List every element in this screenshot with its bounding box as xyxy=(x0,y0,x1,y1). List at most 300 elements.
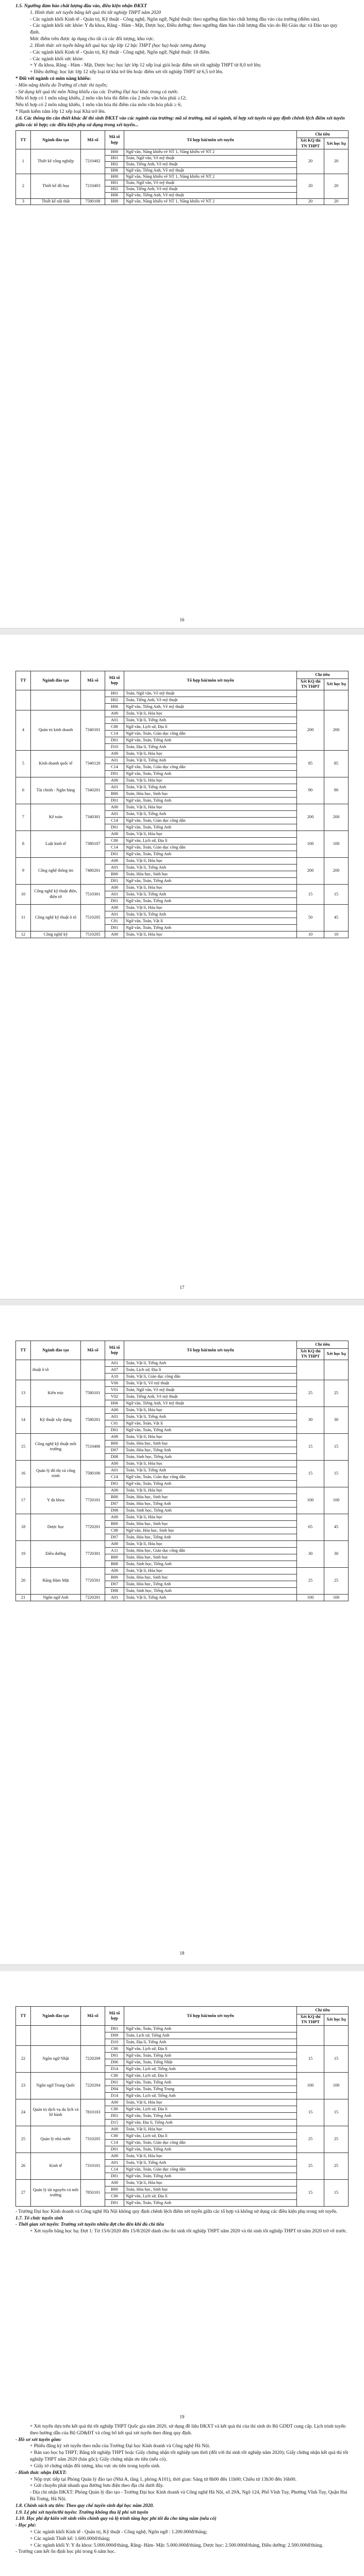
cell-ma-to-hop: A01 xyxy=(105,784,124,790)
cell-xet-hb: 25 xyxy=(324,1567,349,1594)
cell-to-hop: Toán, Địa lí, Tiếng Anh xyxy=(124,743,297,750)
cell-xet-kq: 100 xyxy=(297,831,324,857)
cell-ma-to-hop: D01 xyxy=(105,824,124,831)
cell-to-hop: Toán, Hóa học, Giáo dục công dân xyxy=(124,1547,297,1554)
cell-to-hop: Ngữ văn, Năng khiếu vẽ NT 1, Năng khiếu vẽ NT 2 xyxy=(124,174,297,180)
cell-xet-hb: 15 xyxy=(324,1460,349,1487)
cell-xet-kq: 15 xyxy=(297,1460,324,1487)
text-line: - Hình thức nhận ĐKXT: xyxy=(15,2470,67,2476)
text-line: - Học phí: xyxy=(15,2523,37,2529)
cell-to-hop: Ngữ văn, Toán, Vật lí xyxy=(124,1420,297,1427)
cell-to-hop: Toán, Hóa học, Sinh học xyxy=(124,871,297,877)
cell-ma-so: 7210403 xyxy=(81,174,105,199)
cell-ma-to-hop: A01 xyxy=(105,757,124,764)
col-header-chi-tieu: Chỉ tiêu xyxy=(297,671,349,679)
cell-to-hop: Ngữ văn, Toán, Tiếng Trung xyxy=(124,2086,297,2092)
cell-xet-hb: 85 xyxy=(324,750,349,777)
cell-to-hop: Toán, Hóa học, Tiếng Anh xyxy=(124,1500,297,1507)
cell-tt: 7 xyxy=(16,804,31,831)
table-row xyxy=(16,199,349,205)
table-row xyxy=(16,1433,349,1440)
cell-tt xyxy=(16,690,31,710)
col-header-ma-to-hop: Mã tổ hợp xyxy=(105,131,124,149)
cell-ma-to-hop: C00 xyxy=(105,723,124,730)
cell-to-hop: Toán, Vật lí, Hóa học xyxy=(124,1514,297,1520)
cell-xet-hb: 15 xyxy=(324,2045,349,2072)
cell-ma-so: 7580106 xyxy=(81,1460,105,1487)
cell-xet-kq: 20 xyxy=(297,149,324,174)
cell-xet-kq: 15 xyxy=(297,1433,324,1460)
cell-to-hop: Toán, Vật lí, Hóa học xyxy=(124,2179,297,2186)
cell-tt: 17 xyxy=(16,1487,31,1514)
cell-xet-kq: 65 xyxy=(297,1514,324,1540)
cell-to-hop: Toán, Tiếng Anh, Vẽ mỹ thuật xyxy=(124,187,297,193)
cell-nganh: Răng Hàm Mặt xyxy=(31,1567,81,1594)
cell-ma-to-hop: A01 xyxy=(105,1360,124,1366)
cell-ma-to-hop: D01 xyxy=(105,2112,124,2119)
cell-xet-kq: 25 xyxy=(297,2153,324,2179)
cell-ma-to-hop: D07 xyxy=(105,1447,124,1453)
cell-tt xyxy=(16,2025,31,2045)
cell-to-hop: Ngữ văn, Toán, Tiếng Anh xyxy=(124,1427,297,1433)
text-line: + Các ngành khối Kinh tế - Quản trị, Kỹ thuật - Công nghệ, Ngôn ngữ : 1.200.000đ/tháng; xyxy=(30,2530,207,2535)
cell-xet-hb: 30 xyxy=(324,1540,349,1567)
table-row xyxy=(16,2099,349,2106)
col-header-tt: TT xyxy=(16,1341,31,1360)
cell-nganh: Quản lý tài nguyên và môi trường xyxy=(31,2179,81,2206)
table-row xyxy=(16,2045,349,2052)
cell-xet-kq: 10 xyxy=(297,931,324,938)
cell-nganh: Kinh doanh quốc tế xyxy=(31,750,81,777)
cell-to-hop: Ngữ văn, Tiếng Anh, Vẽ mỹ thuật xyxy=(124,1400,297,1406)
cell-ma-to-hop: H06 xyxy=(105,168,124,174)
text-line: + Phiếu đăng ký xét tuyển theo mẫu của Trường Đại học Kinh doanh và Công nghệ Hà Nội. xyxy=(30,2444,210,2449)
cell-ma-so: 7220209 xyxy=(81,2045,105,2072)
cell-tt: 20 xyxy=(16,1567,31,1594)
cell-to-hop: Ngữ văn, Lịch sử, Tiếng Anh xyxy=(124,2092,297,2099)
cell-xet-hb: 25 xyxy=(324,2126,349,2153)
cell-nganh: Quản trị kinh doanh xyxy=(31,710,81,750)
cell-xet-kq: 200 xyxy=(297,857,324,884)
cell-to-hop: Ngữ văn, Lịch sử, Địa lí xyxy=(124,2132,297,2139)
cell-ma-to-hop: H01 xyxy=(105,156,124,162)
cell-xet-hb xyxy=(324,1360,349,1380)
cell-nganh: Thiết kế nội thất xyxy=(31,199,81,205)
col-header-xet-kq: Xét KQ thi TN THPT xyxy=(297,1349,324,1360)
text-line: + Xét tuyển bằng học bạ: Đợt 1: Từ 15/6/2020 đến 15/8/2020 dành cho thí sinh tốt nghiệp THPT năm 2020 và thí sinh tốt nghiệp THPT từ năm 2020 trở về trước. xyxy=(30,2229,348,2234)
text-line: - Môn năng khiếu do Trường tổ chức thi tuyển; xyxy=(15,82,108,88)
cell-to-hop: Ngữ văn, Toán, Tiếng Anh xyxy=(124,851,297,857)
cell-ma-to-hop: H06 xyxy=(105,1400,124,1406)
cell-ma-so: 7850101 xyxy=(81,2179,105,2206)
cell-ma-to-hop: H06 xyxy=(105,193,124,199)
cell-to-hop: Toán, Hóa học, Sinh học xyxy=(124,1554,297,1561)
table-row xyxy=(16,1567,349,1574)
table-row xyxy=(16,2126,349,2132)
col-header-xet-kq: Xét KQ thi TN THPT xyxy=(297,679,324,690)
cell-nganh xyxy=(31,690,81,710)
cell-xet-kq: 200 xyxy=(297,804,324,831)
cell-xet-kq: 25 xyxy=(297,1380,324,1406)
document-page-1 xyxy=(0,0,364,629)
cell-ma-to-hop: A00 xyxy=(105,904,124,911)
cell-to-hop: Toán, Địa lí, Tiếng Anh xyxy=(124,2039,297,2045)
page-4-text xyxy=(15,2209,349,2235)
cell-tt: 12 xyxy=(16,931,31,938)
cell-ma-to-hop: D01 xyxy=(105,2052,124,2059)
text-line: 2. Hình thức xét tuyển bằng kết quả học tập lớp 12 bậc THPT (học bạ) hoặc tương đương xyxy=(30,43,206,48)
cell-ma-so: 7580201 xyxy=(81,1406,105,1433)
cell-ma-to-hop: D07 xyxy=(105,1500,124,1507)
page-number: 17 xyxy=(179,1285,185,1290)
cell-xet-kq xyxy=(297,690,324,710)
cell-xet-hb: 100 xyxy=(324,2072,349,2099)
cell-xet-kq: 50 xyxy=(297,904,324,931)
cell-to-hop: Toán, Vật lí, Tiếng Anh xyxy=(124,911,297,918)
cell-tt: 8 xyxy=(16,831,31,857)
cell-to-hop: Toán, Tiếng Anh, Vẽ mỹ thuật xyxy=(124,1393,297,1400)
table-row xyxy=(16,777,349,784)
cell-to-hop: Ngữ văn, Toán, Giáo dục công dân xyxy=(124,764,297,770)
cell-ma-to-hop: D01 xyxy=(105,1427,124,1433)
col-header-nganh: Ngành đào tạo xyxy=(31,671,81,690)
cell-ma-so: 7480201 xyxy=(81,857,105,884)
cell-to-hop: Toán, Vật lí, Tiếng Anh xyxy=(124,2159,297,2166)
col-header-xet-kq: Xét KQ thi TN THPT xyxy=(297,2014,324,2026)
col-header-to-hop: Tổ hợp bài/môn xét tuyển xyxy=(124,131,297,149)
cell-tt: 19 xyxy=(16,1540,31,1567)
cell-ma-to-hop: C08 xyxy=(105,1527,124,1534)
cell-ma-so: 7340120 xyxy=(81,750,105,777)
cell-to-hop: Toán, Vật lí, Hóa học xyxy=(124,1487,297,1494)
cell-to-hop: Ngữ văn, Toán, Giáo dục công dân xyxy=(124,844,297,851)
cell-nganh: Công nghệ kỹ thuật ô tô xyxy=(31,904,81,931)
cell-ma-to-hop: D14 xyxy=(105,2092,124,2099)
cell-ma-to-hop: D01 xyxy=(105,2173,124,2179)
col-header-ma-to-hop: Mã tổ hợp xyxy=(105,671,124,690)
col-header-chi-tieu: Chỉ tiêu xyxy=(297,2007,349,2014)
col-header-to-hop: Tổ hợp bài/môn xét tuyển xyxy=(124,1341,297,1360)
cell-to-hop: Toán, Hóa học, Tiếng Anh xyxy=(124,1581,297,1587)
cell-nganh: Ngôn ngữ Nhật xyxy=(31,2045,81,2072)
cell-to-hop: Toán, Vật lí, Hóa học xyxy=(124,904,297,911)
cell-ma-so: 7310205 xyxy=(81,2126,105,2153)
document-page-4 xyxy=(0,1971,364,2576)
cell-to-hop: Ngữ văn, Lịch sử, Địa lí xyxy=(124,723,297,730)
table-row xyxy=(16,1380,349,1386)
cell-to-hop: Toán, Vật lí, Hóa học xyxy=(124,2126,297,2132)
cell-tt: 6 xyxy=(16,777,31,804)
cell-nganh: Kế toán xyxy=(31,804,81,831)
cell-to-hop: Ngữ văn, Toán, Tiếng Anh xyxy=(124,2173,297,2179)
cell-to-hop: Ngữ văn, Toán, Tiếng Anh xyxy=(124,2146,297,2153)
cell-to-hop: Toán, Vật lí, Tiếng Anh xyxy=(124,784,297,790)
text-line: - Các ngành khối sức khỏe: Y đa khoa, Răng - Hàm - Mặt, Dược học, Điều dưỡng: theo ngưỡng đảm bảo chất lượng đầu vào do Bộ Giáo dục và Đào tạo quy định. xyxy=(30,23,338,36)
cell-to-hop: Toán, Vật lí, Giáo dục công dân xyxy=(124,1373,297,1380)
cell-to-hop: Toán, Vật lí, Tiếng Anh xyxy=(124,1360,297,1366)
text-line: - Trường Đại học Kinh doanh và Công nghệ Hà Nội không quy định chênh lệch điểm xét tuyển giữa các tổ hợp và không sử dụng các điều kiện phụ trong xét tuyển. xyxy=(15,2209,338,2214)
table-row xyxy=(16,1487,349,1494)
cell-to-hop: Toán, Vật lí, Hóa học xyxy=(124,2099,297,2106)
cell-nganh: Công nghệ kỹ thuật môi trường xyxy=(31,1433,81,1460)
cell-ma-to-hop: H00 xyxy=(105,199,124,205)
cell-ma-to-hop: C00 xyxy=(105,2193,124,2199)
cell-ma-to-hop: C00 xyxy=(105,2072,124,2079)
cell-to-hop: Toán, Hóa học, Sinh học xyxy=(124,1440,297,1447)
cell-ma-to-hop: D10 xyxy=(105,743,124,750)
cell-ma-to-hop: H01 xyxy=(105,180,124,187)
cell-to-hop: Toán, Sinh học, Tiếng Anh xyxy=(124,1453,297,1460)
text-line: + Bản sao học bạ THPT; Bằng tốt nghiệp THPT hoặc Giấy chứng nhận tốt nghiệp tạm thời (đối với thí sinh tốt nghiệp năm 2020); Giấy chứng nhận kết quả thi tốt nghiệp THPT năm 2020 (bản gốc); Giấy chứng nhận ưu tiên (nếu có). xyxy=(30,2450,349,2463)
cell-to-hop: Ngữ văn, Toán, Tiếng Anh xyxy=(124,2025,297,2032)
cell-ma-to-hop: H00 xyxy=(105,174,124,180)
table-row xyxy=(16,904,349,911)
cell-to-hop: Ngữ văn, Lịch sử, Địa lí xyxy=(124,2106,297,2112)
page-1-text xyxy=(15,0,349,128)
cell-to-hop: Ngữ văn, Toán, Tiếng Anh xyxy=(124,2079,297,2086)
cell-xet-hb: 20 xyxy=(324,149,349,174)
col-header-tt: TT xyxy=(16,671,31,690)
table-row xyxy=(16,2072,349,2079)
cell-nganh: Ngôn ngữ Anh xyxy=(31,1594,81,1601)
cell-to-hop: Ngữ văn, Toán, Tiếng Anh xyxy=(124,824,297,831)
cell-ma-to-hop: D01 xyxy=(105,2079,124,2086)
text-line: - Các ngành khối Kinh tế - Quản trị, Kỹ thuật - Công nghệ, Ngôn ngữ, Nghệ thuật: theo ngưỡng đảm bảo chất lượng đầu vào của trường (điểm sàn). xyxy=(30,16,321,22)
cell-to-hop: Ngữ văn, Năng khiếu vẽ NT 1, Năng khiếu vẽ NT 2 xyxy=(124,199,297,205)
text-line: 1.7. Tổ chức tuyển sinh xyxy=(15,2215,63,2221)
cell-ma-to-hop: C14 xyxy=(105,844,124,851)
text-line: Mức điểm trên được áp dụng cho tất cả các đối tượng, khu vực. xyxy=(30,37,155,42)
cell-ma-to-hop: A00 xyxy=(105,1540,124,1547)
col-header-chi-tieu: Chỉ tiêu xyxy=(297,1341,349,1349)
cell-ma-to-hop: H02 xyxy=(105,697,124,703)
cell-ma-to-hop: H01 xyxy=(105,690,124,697)
cell-to-hop: Toán, Hóa học, Tiếng Anh xyxy=(124,1447,297,1453)
table-row xyxy=(16,2179,349,2186)
cell-ma-to-hop: D08 xyxy=(105,1507,124,1514)
table-row xyxy=(16,804,349,810)
cell-nganh: Dược học xyxy=(31,1514,81,1540)
cell-to-hop: Toán, Vật lí, Hóa học xyxy=(124,1540,297,1547)
table-row xyxy=(16,931,349,938)
cell-ma-to-hop: B08 xyxy=(105,1561,124,1567)
cell-to-hop: Toán, Hóa học, Sinh học xyxy=(124,2186,297,2193)
cell-ma-so xyxy=(81,2025,105,2045)
cell-ma-to-hop: A00 xyxy=(105,1514,124,1520)
cell-to-hop: Ngữ văn, Lịch sử, Địa lí xyxy=(124,2072,297,2079)
cell-nganh: Quản trị dịch vụ du lịch và lữ hành xyxy=(31,2099,81,2126)
cell-ma-so: 7340301 xyxy=(81,804,105,831)
cell-ma-to-hop: A00 xyxy=(105,750,124,757)
cell-tt: 15 xyxy=(16,1433,31,1460)
page-number: 19 xyxy=(179,2414,185,2419)
cell-to-hop: Ngữ văn, Toán, Giáo dục công dân xyxy=(124,817,297,824)
cell-to-hop: Toán, Ngữ văn, Vẽ mỹ thuật xyxy=(124,690,297,697)
cell-xet-kq: 25 xyxy=(297,1567,324,1594)
cell-ma-to-hop: A00 xyxy=(105,1487,124,1494)
table-row xyxy=(16,1406,349,1413)
cell-to-hop: Toán, Lịch sử, Địa lí xyxy=(124,1366,297,1373)
page-1-table xyxy=(15,130,349,205)
cell-nganh: Kỹ thuật xây dựng xyxy=(31,1406,81,1433)
cell-xet-kq: 15 xyxy=(297,2099,324,2126)
cell-ma-to-hop: D04 xyxy=(105,2086,124,2092)
cell-xet-hb: 25 xyxy=(324,2153,349,2179)
cell-ma-to-hop: A00 xyxy=(105,710,124,717)
cell-to-hop: Toán, Vật lí, Tiếng Anh xyxy=(124,810,297,817)
cell-tt: 5 xyxy=(16,750,31,777)
table-row xyxy=(16,2025,349,2032)
cell-to-hop: Ngữ văn, Toán, Tiếng Anh xyxy=(124,897,297,904)
text-line: + Các ngành Thiết kế: 1.600.000đ/tháng; xyxy=(30,2536,110,2541)
table-row xyxy=(16,750,349,757)
cell-to-hop: Toán, Vật lí, Hóa học xyxy=(124,857,297,864)
cell-ma-to-hop: A00 xyxy=(105,884,124,891)
cell-to-hop: Ngữ văn, Địa lí, Tiếng Anh xyxy=(124,2119,297,2126)
cell-ma-to-hop: A01 xyxy=(105,1467,124,1473)
col-header-xet-hb: Xét học bạ xyxy=(324,1349,349,1360)
cell-ma-to-hop: D01 xyxy=(105,2199,124,2206)
cell-ma-so: 7220201 xyxy=(81,1594,105,1601)
cell-to-hop: Ngữ văn, Toán, Tiếng Anh xyxy=(124,924,297,931)
cell-xet-kq: 20 xyxy=(297,174,324,199)
col-header-ma-so: Mã số xyxy=(81,131,105,149)
cell-xet-hb: 30 xyxy=(324,1406,349,1433)
cell-ma-to-hop: D08 xyxy=(105,1587,124,1594)
admission-table xyxy=(15,130,349,205)
document-page-2 xyxy=(0,635,364,1299)
cell-ma-to-hop: A01 xyxy=(105,2159,124,2166)
cell-to-hop: Toán, Hóa học, Sinh học xyxy=(124,1494,297,1500)
cell-ma-to-hop: A00 xyxy=(105,2153,124,2159)
cell-to-hop: Toán, Hóa học, Tiếng Anh xyxy=(124,1534,297,1540)
cell-to-hop: Toán, Sinh học, Tiếng Anh xyxy=(124,1587,297,1594)
cell-ma-to-hop: C01 xyxy=(105,1420,124,1427)
cell-ma-so: 7220204 xyxy=(81,2072,105,2099)
cell-ma-so: 7720201 xyxy=(81,1514,105,1540)
cell-ma-so: 7580101 xyxy=(81,1380,105,1406)
cell-tt: 26 xyxy=(16,2153,31,2179)
cell-to-hop: Toán, Vật lí, Hóa học xyxy=(124,931,297,938)
cell-ma-to-hop: C00 xyxy=(105,2132,124,2139)
cell-ma-to-hop: H02 xyxy=(105,187,124,193)
cell-nganh: Công nghệ kỹ xyxy=(31,931,81,938)
cell-to-hop: Toán, Tiếng Anh, Vẽ mỹ thuật xyxy=(124,697,297,703)
cell-xet-hb: 200 xyxy=(324,857,349,884)
cell-nganh: Y đa khoa xyxy=(31,1487,81,1514)
cell-ma-so: 7340101 xyxy=(81,710,105,750)
cell-nganh: Kinh tế xyxy=(31,2153,81,2179)
cell-to-hop: Ngữ văn, Hóa học, Sinh học xyxy=(124,1527,297,1534)
cell-tt: 22 xyxy=(16,2045,31,2072)
cell-xet-hb: 100 xyxy=(324,1487,349,1514)
cell-tt: 18 xyxy=(16,1514,31,1540)
admission-table xyxy=(15,671,349,938)
cell-nganh xyxy=(31,2025,81,2045)
col-header-xet-hb: Xét học bạ xyxy=(324,679,349,690)
cell-ma-to-hop: C01 xyxy=(105,918,124,924)
col-header-nganh: Ngành đào tạo xyxy=(31,1341,81,1360)
cell-xet-kq: 15 xyxy=(297,2045,324,2072)
cell-ma-to-hop: A00 xyxy=(105,857,124,864)
document-page-3 xyxy=(0,1306,364,1965)
cell-tt: 23 xyxy=(16,2072,31,2099)
cell-ma-to-hop: A01 xyxy=(105,717,124,723)
cell-to-hop: Ngữ văn, Lịch sử, Địa lí xyxy=(124,837,297,844)
cell-to-hop: Toán, Sinh học, Tiếng Anh xyxy=(124,1507,297,1514)
cell-to-hop: Toán, Hóa học, Sinh học xyxy=(124,1574,297,1581)
cell-to-hop: Toán, Vật lí, Hóa học xyxy=(124,1567,297,1574)
cell-ma-to-hop: D01 xyxy=(105,924,124,931)
cell-to-hop: Ngữ văn, Lịch sử, Địa lí xyxy=(124,2045,297,2052)
col-header-ma-to-hop: Mã tổ hợp xyxy=(105,2007,124,2026)
table-row xyxy=(16,884,349,891)
cell-ma-to-hop: A01 xyxy=(105,891,124,897)
cell-ma-to-hop: D01 xyxy=(105,851,124,857)
cell-ma-so: 7510205 xyxy=(81,904,105,931)
table-row xyxy=(16,857,349,864)
col-header-ma-to-hop: Mã tổ hợp xyxy=(105,1341,124,1360)
cell-to-hop: Ngữ văn, Toán, Tiếng Anh xyxy=(124,770,297,777)
cell-xet-kq: 30 xyxy=(297,1540,324,1567)
text-line: - Thời gian xét tuyển: Trường xét tuyển nhiều đợt cho đến khi đủ chỉ tiêu xyxy=(15,2222,164,2228)
text-line: + Điều dưỡng: học lực lớp 12 xếp loại từ khá trở lên hoặc điểm xét tốt nghiệp THPT từ 6,5 trở lên. xyxy=(30,70,223,75)
cell-ma-to-hop: B00 xyxy=(105,1554,124,1561)
text-line: Nếu tổ hợp có 2 môn năng khiếu, 1 môn văn hóa thì điểm của môn văn hóa phải ≥ 6; xyxy=(15,103,182,108)
col-header-ma-so: Mã số xyxy=(81,1341,105,1360)
cell-ma-to-hop: A01 xyxy=(105,1594,124,1601)
cell-ma-to-hop: C14 xyxy=(105,730,124,737)
cell-xet-hb: 15 xyxy=(324,884,349,904)
cell-ma-to-hop: C00 xyxy=(105,837,124,844)
cell-tt: 24 xyxy=(16,2099,31,2126)
col-header-nganh: Ngành đào tạo xyxy=(31,131,81,149)
table-row xyxy=(16,174,349,180)
cell-nganh: Quản lý nhà nước xyxy=(31,2126,81,2153)
cell-xet-kq: 200 xyxy=(297,710,324,750)
cell-nganh: Thiết kế đồ họa xyxy=(31,174,81,199)
cell-xet-kq: 100 xyxy=(297,1594,324,1601)
admission-table xyxy=(15,2006,349,2207)
cell-ma-to-hop: A01 xyxy=(105,810,124,817)
cell-to-hop: Ngữ văn, Toán, Vật lí xyxy=(124,918,297,924)
cell-ma-to-hop: C14 xyxy=(105,2139,124,2146)
cell-ma-to-hop: A00 xyxy=(105,831,124,837)
cell-to-hop: Toán, Vật lí, Tiếng Anh xyxy=(124,1467,297,1473)
cell-to-hop: Toán, Vật lí, Hóa học xyxy=(124,2153,297,2159)
text-line: 1.5. Ngưỡng đảm bảo chất lượng đầu vào, điều kiện nhận ĐKXT xyxy=(15,4,147,9)
cell-to-hop: Ngữ văn, Lịch sử, Tiếng Anh xyxy=(124,2065,297,2072)
cell-to-hop: Toán, Vật lí, Tiếng Anh xyxy=(124,1594,297,1601)
cell-ma-to-hop: A00 xyxy=(105,1460,124,1467)
cell-ma-to-hop: A00 xyxy=(105,804,124,810)
table-row xyxy=(16,1360,349,1366)
cell-xet-hb: 20 xyxy=(324,174,349,199)
cell-to-hop: Toán, Vật lí, Hóa học xyxy=(124,777,297,784)
cell-ma-to-hop: A07 xyxy=(105,1366,124,1373)
text-line: - Các ngành khối sức khỏe: xyxy=(30,56,84,62)
text-line: - Các ngành khối Kinh tế - Quản trị, Kỹ thuật - Công nghệ, Ngôn ngữ, Nghệ thuật: 18 điểm. xyxy=(30,49,210,55)
cell-ma-to-hop: D08 xyxy=(105,1453,124,1460)
text-line: 1.6. Các thông tin cần thiết khác để thí sinh ĐKXT vào các ngành của trường: mã số trường, mã số ngành, tổ hợp xét tuyển và quy định chênh lệch điểm xét tuyển giữa các tổ hợp; các điều kiện phụ sử dụng trong xét tuyển... xyxy=(15,115,345,128)
cell-ma-to-hop: C00 xyxy=(105,2106,124,2112)
col-header-ma-so: Mã số xyxy=(81,671,105,690)
cell-tt: 13 xyxy=(16,1380,31,1406)
cell-to-hop: Ngữ văn, Toán, Giáo dục công dân xyxy=(124,730,297,737)
admission-table xyxy=(15,1341,349,1601)
text-line: + Nộp trực tiếp tại Phòng Quản lý đào tạo (Nhà A, tầng 1, phòng A101), thời gian: Sáng từ 8h00 đến 11h00; Chiều từ 13h30 đến 16h00. xyxy=(30,2477,297,2482)
cell-xet-hb xyxy=(324,2025,349,2045)
